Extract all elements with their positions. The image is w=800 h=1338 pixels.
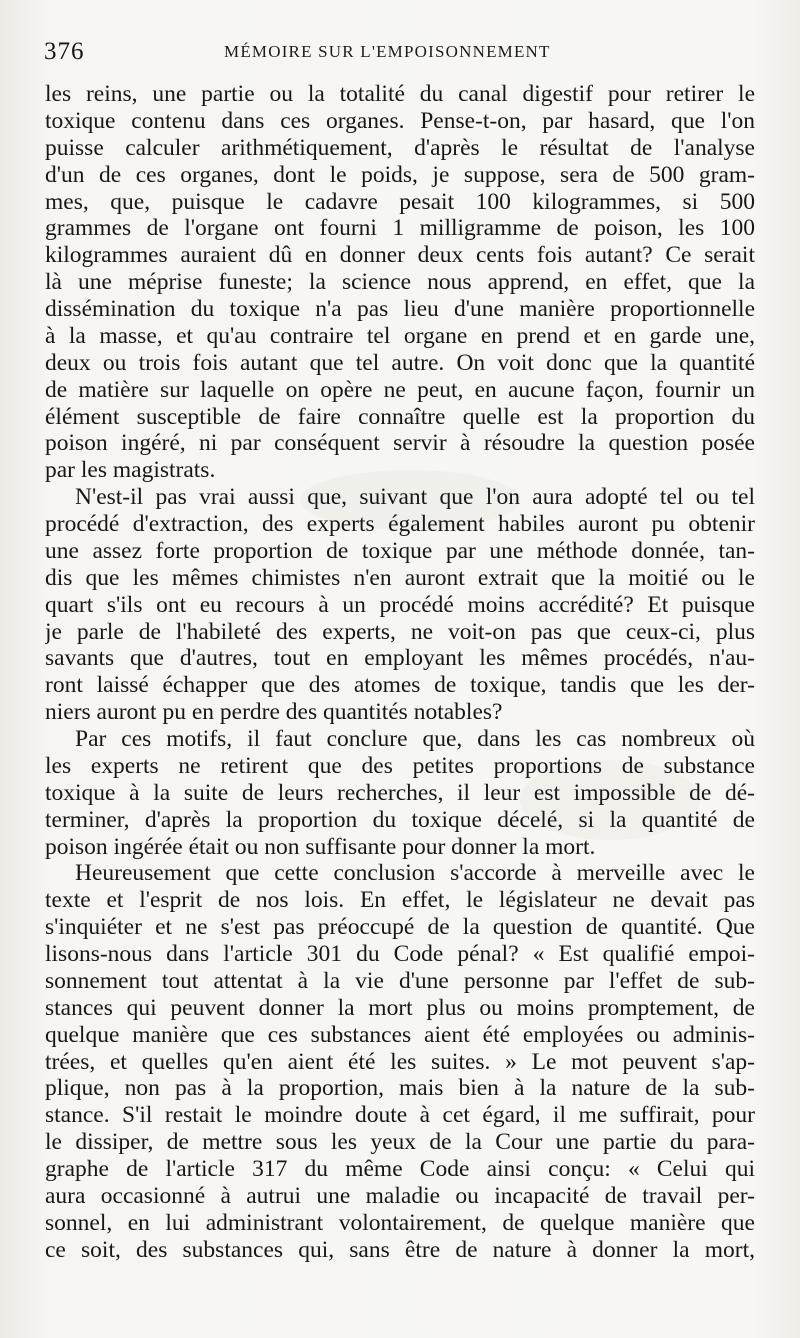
text-line: ront laissé échapper que des atomes de toxique, tandis que les der- xyxy=(45,672,755,699)
text-line: poison ingérée était ou non suffisante pour donner la mort. xyxy=(45,833,596,860)
text-line: kilogrammes auraient dû en donner deux cents fois autant? Ce serait xyxy=(45,242,755,269)
text-line: stances qui peuvent donner la mort plus ou moins promptement, de xyxy=(45,994,755,1021)
text-line: graphe de l'article 317 du même Code ainsi conçu: « Celui qui xyxy=(45,1156,755,1182)
text-line: stance. S'il restait le moindre doute à cet égard, il me suffirait, pour xyxy=(45,1102,755,1129)
text-line: grammes de l'organe ont fourni 1 milligramme de poison, les 100 xyxy=(45,215,755,242)
text-line: par les magistrats. xyxy=(45,457,216,484)
text-line: dissémination du toxique n'a pas lieu d'une manière proportionnelle xyxy=(45,296,755,322)
text-line: ce soit, des substances qui, sans être de nature à donner la mort, xyxy=(45,1236,755,1263)
text-line: niers auront pu en perdre des quantités notables? xyxy=(45,699,503,726)
text-line: deux ou trois fois autant que tel autre. On voit donc que la quantité xyxy=(45,349,755,376)
text-line: les experts ne retirent que des petites proportions de substance xyxy=(45,752,755,779)
body-text xyxy=(45,81,755,1264)
text-line: trées, et quelles qu'en aient été les suites. » Le mot peuvent s'ap- xyxy=(45,1048,755,1075)
text-line: texte et l'esprit de nos lois. En effet, le législateur ne devait pas xyxy=(45,887,755,914)
text-line: de matière sur laquelle on opère ne peut, en aucune façon, fournir un xyxy=(45,376,755,403)
text-line: s'inquiéter et ne s'est pas préoccupé de la question de quantité. Que xyxy=(45,914,755,941)
text-line: quelque manière que ces substances aient été employées ou adminis- xyxy=(45,1021,755,1048)
text-line: là une méprise funeste; la science nous apprend, en effet, que la xyxy=(45,269,755,296)
text-line: dis que les mêmes chimistes n'en auront extrait que la moitié ou le xyxy=(45,564,755,591)
text-line: plique, non pas à la proportion, mais bien à la nature de la sub- xyxy=(45,1075,755,1102)
text-line: à la masse, et qu'au contraire tel organe en prend et en garde une, xyxy=(45,322,755,349)
text-line: savants que d'autres, tout en employant les mêmes procédés, n'au- xyxy=(45,645,755,672)
text-line: les reins, une partie ou la totalité du canal digestif pour retirer le xyxy=(45,81,755,107)
text-line: lisons-nous dans l'article 301 du Code pénal? « Est qualifié empoi- xyxy=(45,941,755,967)
paragraph-start-line: Heureusement que cette conclusion s'accorde à merveille avec le xyxy=(75,860,755,887)
text-line: je parle de l'habileté des experts, ne voit-on pas que ceux-ci, plus xyxy=(45,618,755,645)
text-line: poison ingéré, ni par conséquent servir à résoudre la question posée xyxy=(45,430,755,457)
text-line: sonnel, en lui administrant volontairement, de quelque manière que xyxy=(45,1209,755,1236)
paragraph-start-line: N'est-il pas vrai aussi que, suivant que l'on aura adopté tel ou tel xyxy=(75,484,755,511)
text-line: aura occasionné à autrui une maladie ou incapacité de travail per- xyxy=(45,1182,755,1209)
text-line: le dissiper, de mettre sous les yeux de la Cour une partie du para- xyxy=(45,1129,755,1156)
page-number: 376 xyxy=(44,38,85,65)
paragraph-start-line: Par ces motifs, il faut conclure que, dans les cas nombreux où xyxy=(75,726,755,752)
page-header xyxy=(44,38,756,68)
text-line: procédé d'extraction, des experts également habiles auront pu obtenir xyxy=(45,511,755,537)
text-line: puisse calculer arithmétiquement, d'après le résultat de l'analyse xyxy=(45,134,755,161)
running-head: MÉMOIRE SUR L'EMPOISONNEMENT xyxy=(224,42,551,61)
text-line: élément susceptible de faire connaître quelle est la proportion du xyxy=(45,403,755,430)
text-line: terminer, d'après la proportion du toxique décelé, si la quantité de xyxy=(45,806,755,833)
text-line: sonnement tout attentat à la vie d'une personne par l'effet de sub- xyxy=(45,967,755,994)
text-line: quart s'ils ont eu recours à un procédé moins accrédité? Et puisque xyxy=(45,591,755,618)
text-line: toxique contenu dans ces organes. Pense-t-on, par hasard, que l'on xyxy=(45,107,755,134)
text-line: une assez forte proportion de toxique par une méthode donnée, tan- xyxy=(45,537,755,564)
text-line: mes, que, puisque le cadavre pesait 100 kilogrammes, si 500 xyxy=(45,188,755,215)
text-line: toxique à la suite de leurs recherches, il leur est impossible de dé- xyxy=(45,779,755,806)
text-line: d'un de ces organes, dont le poids, je suppose, sera de 500 gram- xyxy=(45,161,755,188)
